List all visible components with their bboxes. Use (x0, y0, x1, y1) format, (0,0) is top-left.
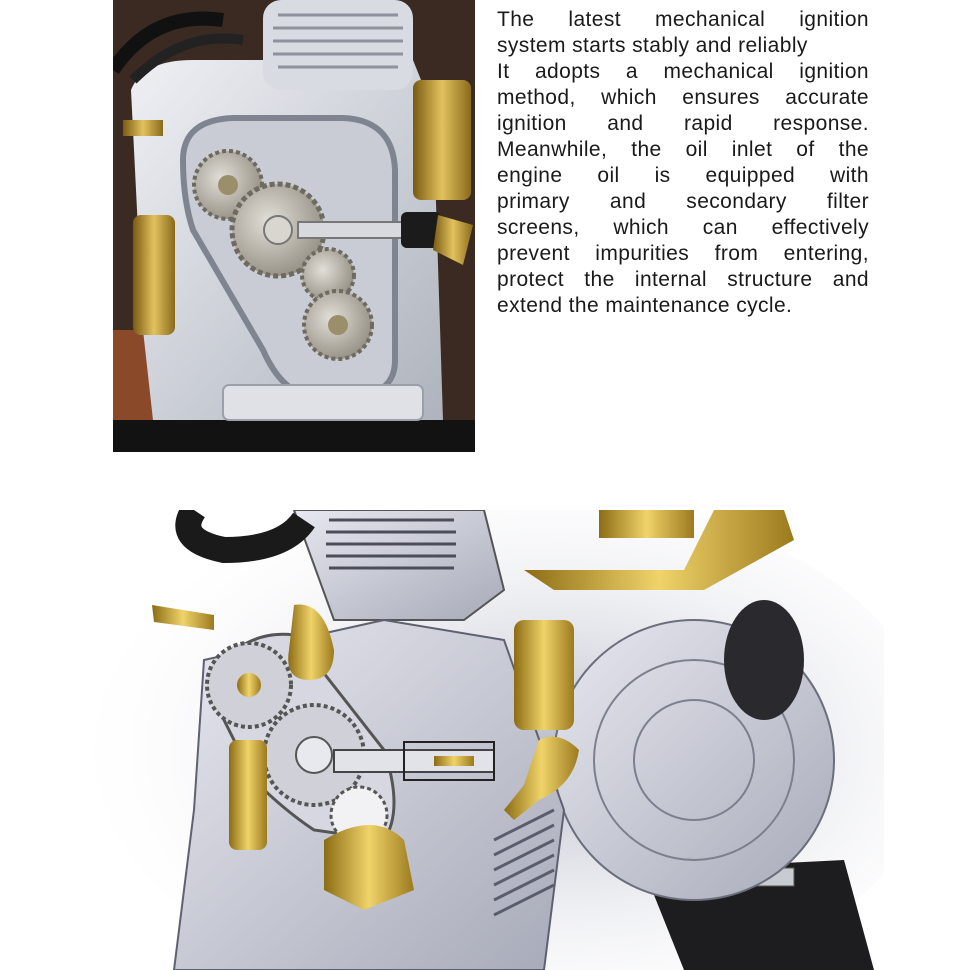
description-line: Meanwhile, the oil inlet of the (497, 138, 869, 161)
cutaway-illustration (84, 510, 884, 970)
description-line: primary and secondary filter (497, 190, 869, 213)
engine-photo-illustration (113, 0, 475, 452)
description-line: It adopts a mechanical ignition (497, 60, 869, 83)
description-line: prevent impurities from entering, (497, 242, 869, 265)
description-line: system starts stably and reliably (497, 34, 808, 57)
description-line: The latest mechanical ignition (497, 8, 869, 31)
feature-description (497, 7, 869, 319)
description-line: extend the maintenance cycle. (497, 294, 793, 317)
engine-gear-train-photo (113, 0, 475, 452)
description-line: protect the internal structure and (497, 268, 869, 291)
engine-cutaway-render (84, 510, 884, 970)
description-line: method, which ensures accurate (497, 86, 869, 109)
description-line: screens, which can effectively (497, 216, 869, 239)
description-line: engine oil is equipped with (497, 164, 869, 187)
description-line: ignition and rapid response. (497, 112, 869, 135)
